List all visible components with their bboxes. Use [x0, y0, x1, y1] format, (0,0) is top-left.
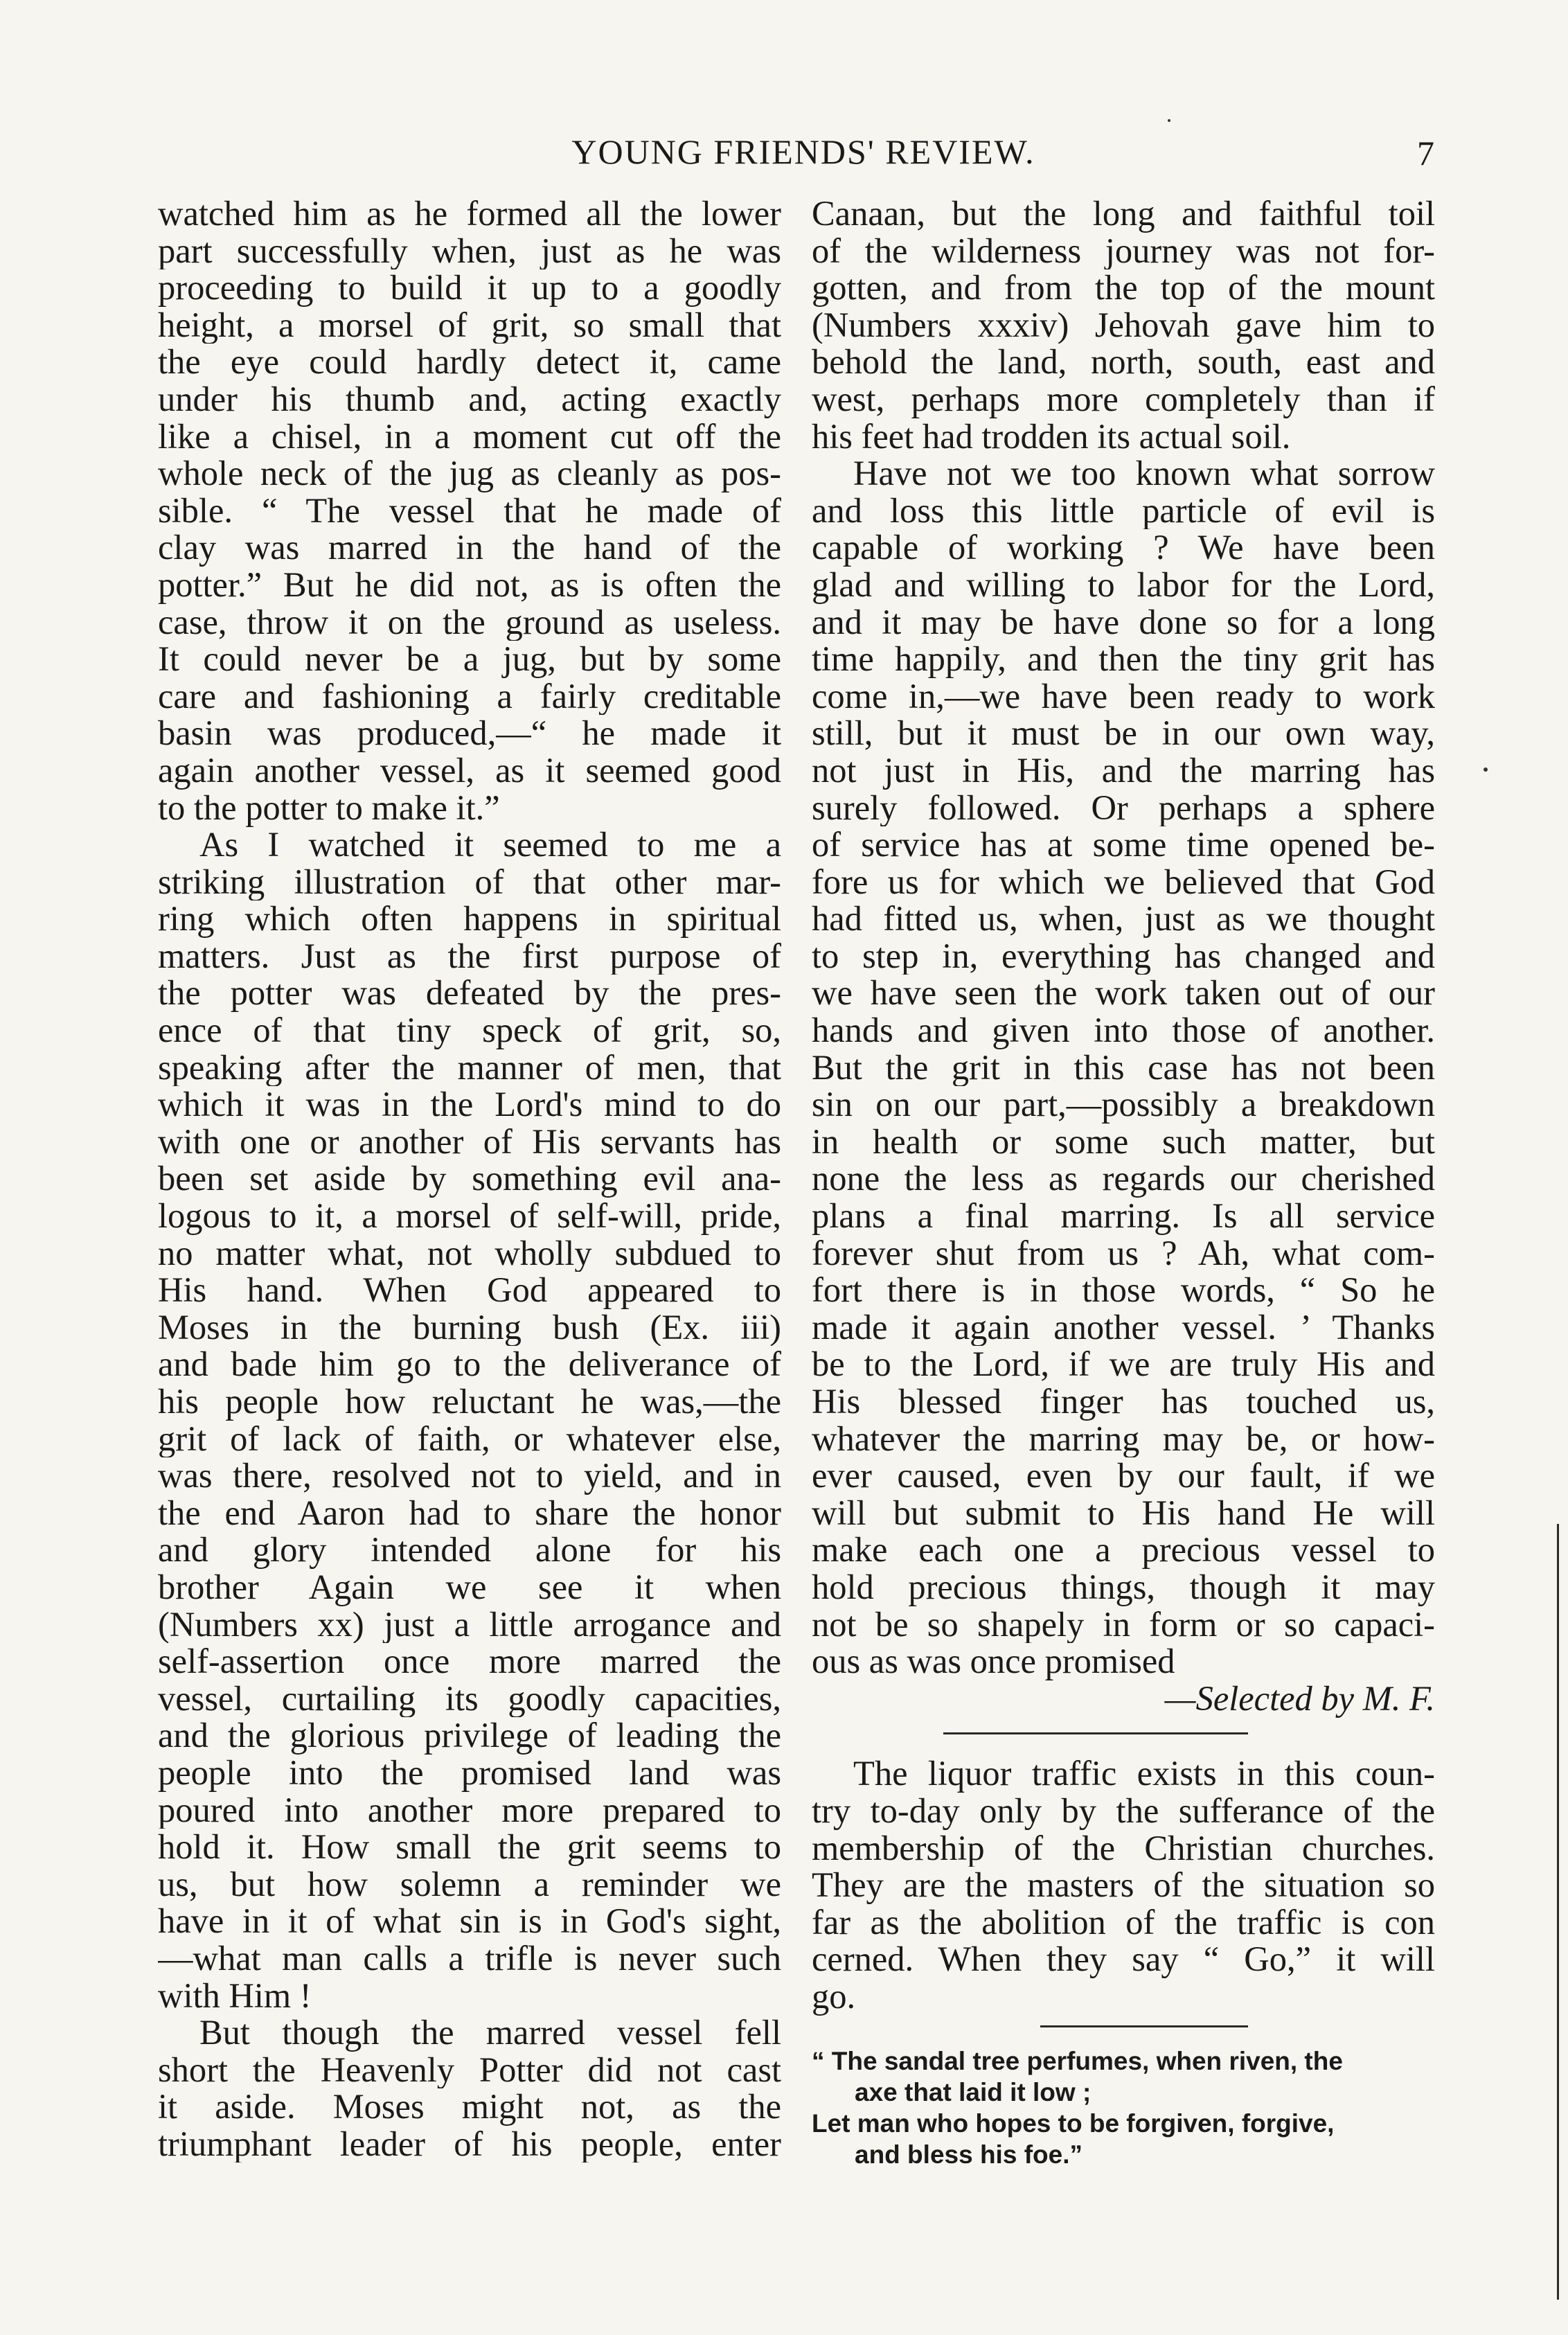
text-line: time happily, and then the tiny grit has: [812, 641, 1435, 678]
poem-line: Let man who hopes to be forgiven, forgive,: [812, 2108, 1335, 2138]
text-line: and glory intended alone for his: [158, 1531, 781, 1569]
text-line: like a chisel, in a moment cut off the: [158, 418, 781, 456]
text-line: which it was in the Lord's mind to do: [158, 1086, 781, 1124]
text-line: go.: [812, 1976, 856, 2016]
section-divider: [1040, 2025, 1248, 2027]
text-line: His blessed finger has touched us,: [812, 1383, 1435, 1421]
text-line: surely followed. Or perhaps a sphere: [812, 789, 1435, 827]
text-line: behold the land, north, south, east and: [812, 344, 1435, 381]
text-line: have in it of what sin is in God's sight,: [158, 1903, 781, 1940]
text-line: with Him !: [158, 1976, 312, 2015]
text-line: had fitted us, when, just as we thought: [812, 900, 1435, 938]
text-line: it aside. Moses might not, as the: [158, 2088, 781, 2126]
text-line: ous as was once promised: [812, 1642, 1175, 1681]
text-line: speaking after the manner of men, that: [158, 1049, 781, 1087]
text-line: been set aside by something evil ana-: [158, 1160, 781, 1198]
text-line: hands and given into those of another.: [812, 1012, 1435, 1049]
text-line: no matter what, not wholly subdued to: [158, 1234, 781, 1272]
text-line: with one or another of His servants has: [158, 1123, 781, 1161]
page-edge-mark: [1557, 1524, 1559, 2300]
text-line: (Numbers xx) just a little arrogance and: [158, 1606, 781, 1644]
text-line: But though the marred vessel fell: [199, 2014, 781, 2052]
poem-line: axe that laid it low ;: [855, 2077, 1092, 2106]
text-line: and it may be have done so for a long: [812, 603, 1435, 641]
poem-quotation: [812, 2045, 1435, 2170]
text-line: of service has at some time opened be-: [812, 826, 1435, 864]
text-line: potter.” But he did not, as is often the: [158, 566, 781, 604]
text-line: of the wilderness journey was not for-: [812, 232, 1435, 270]
left-column: [158, 195, 781, 2163]
text-line: The liquor traffic exists in this coun-: [853, 1755, 1435, 1793]
text-line: It could never be a jug, but by some: [158, 641, 781, 678]
text-line: glad and willing to labor for the Lord,: [812, 566, 1435, 604]
text-line: to the potter to make it.”: [158, 788, 500, 827]
page-number: 7: [1417, 134, 1434, 172]
text-line: —what man calls a trifle is never such: [158, 1939, 781, 1978]
text-line: not be so shapely in form or so capaci-: [812, 1606, 1435, 1644]
text-line: His hand. When God appeared to: [158, 1272, 781, 1309]
text-line: not just in His, and the marring has: [812, 752, 1435, 790]
text-line: hold it. How small the grit seems to: [158, 1829, 781, 1866]
text-line: ence of that tiny speck of grit, so,: [158, 1012, 781, 1049]
text-line: the end Aaron had to share the honor: [158, 1494, 781, 1532]
text-line: none the less as regards our cherished: [812, 1160, 1435, 1198]
text-line: triumphant leader of his people, enter: [158, 2125, 781, 2163]
text-line: west, perhaps more completely than if: [812, 380, 1435, 418]
ink-speck: [1484, 767, 1488, 772]
poem-line: and bless his foe.”: [855, 2140, 1083, 2169]
text-line: (Numbers xxxiv) Jehovah gave him to: [812, 306, 1435, 344]
liquor-traffic-paragraph: [812, 1755, 1435, 2015]
text-line: watched him as he formed all the lower: [158, 195, 781, 233]
text-line: sin on our part,—possibly a breakdown: [812, 1086, 1435, 1124]
poem-line: “ The sandal tree perfumes, when riven, the: [812, 2046, 1343, 2075]
text-line: logous to it, a morsel of self-will, pride,: [158, 1198, 781, 1235]
page-header: [0, 132, 1568, 180]
text-line: fore us for which we believed that God: [812, 863, 1435, 901]
text-line: self-assertion once more marred the: [158, 1643, 781, 1680]
text-line: part successfully when, just as he was: [158, 232, 781, 270]
text-line: membership of the Christian churches.: [812, 1829, 1435, 1867]
text-line: plans a final marring. Is all service: [812, 1198, 1435, 1235]
text-line: his people how reluctant he was,—the: [158, 1383, 781, 1421]
text-line: made it again another vessel. ’ Thanks: [812, 1308, 1435, 1347]
ink-speck: [1168, 119, 1170, 122]
text-line: make each one a precious vessel to: [812, 1531, 1435, 1569]
text-line: Moses in the burning bush (Ex. iii): [158, 1308, 781, 1347]
text-line: forever shut from us ? Ah, what com-: [812, 1234, 1435, 1272]
text-line: matters. Just as the first purpose of: [158, 937, 781, 975]
text-line: hold precious things, though it may: [812, 1568, 1435, 1606]
text-line: to step in, everything has changed and: [812, 937, 1435, 975]
text-line: poured into another more prepared to: [158, 1791, 781, 1829]
text-line: us, but how solemn a reminder we: [158, 1865, 781, 1903]
text-line: short the Heavenly Potter did not cast: [158, 2051, 781, 2089]
text-line: in health or some such matter, but: [812, 1123, 1435, 1161]
text-line: As I watched it seemed to me a: [199, 826, 781, 864]
text-line: Have not we too known what sorrow: [853, 455, 1435, 492]
text-line: height, a morsel of grit, so small that: [158, 306, 781, 344]
text-line: and bade him go to the deliverance of: [158, 1346, 781, 1383]
text-line: the potter was defeated by the pres-: [158, 975, 781, 1013]
text-line: try to-day only by the sufferance of the: [812, 1792, 1435, 1830]
text-line: Canaan, but the long and faithful toil: [812, 195, 1435, 233]
text-line: be to the Lord, if we are truly His and: [812, 1346, 1435, 1383]
text-line: whole neck of the jug as cleanly as pos-: [158, 455, 781, 492]
text-line: cerned. When they say “ Go,” it will: [812, 1941, 1435, 1978]
text-line: and the glorious privilege of leading the: [158, 1717, 781, 1755]
text-line: still, but it must be in our own way,: [812, 715, 1435, 752]
text-line: gotten, and from the top of the mount: [812, 269, 1435, 307]
text-line: we have seen the work taken out of our: [812, 975, 1435, 1013]
text-line: case, throw it on the ground as useless.: [158, 603, 781, 641]
text-line: again another vessel, as it seemed good: [158, 752, 781, 790]
text-line: clay was marred in the hand of the: [158, 529, 781, 567]
text-line: will but submit to His hand He will: [812, 1494, 1435, 1532]
text-line: the eye could hardly detect it, came: [158, 344, 781, 381]
running-title: YOUNG FRIENDS' REVIEW.: [571, 132, 1035, 171]
section-divider: [943, 1732, 1248, 1734]
text-line: was there, resolved not to yield, and in: [158, 1457, 781, 1495]
text-line: capable of working ? We have been: [812, 529, 1435, 567]
text-line: fort there is in those words, “ So he: [812, 1272, 1435, 1309]
text-line: whatever the marring may be, or how-: [812, 1420, 1435, 1458]
text-line: care and fashioning a fairly creditable: [158, 677, 781, 716]
text-line: his feet had trodden its actual soil.: [812, 416, 1291, 456]
text-line: striking illustration of that other mar-: [158, 863, 781, 901]
text-line: They are the masters of the situation so: [812, 1867, 1435, 1904]
text-line: proceeding to build it up to a goodly: [158, 269, 781, 307]
text-line: brother Again we see it when: [158, 1568, 781, 1606]
text-line: vessel, curtailing its goodly capacities,: [158, 1680, 781, 1718]
text-line: far as the abolition of the traffic is con: [812, 1903, 1435, 1942]
signature: —Selected by M. F.: [1164, 1678, 1435, 1718]
text-line: sible. “ The vessel that he made of: [158, 492, 781, 530]
text-line: people into the promised land was: [158, 1754, 781, 1792]
text-line: basin was produced,—“ he made it: [158, 715, 781, 752]
text-line: grit of lack of faith, or whatever else,: [158, 1420, 781, 1458]
text-line: come in,—we have been ready to work: [812, 677, 1435, 716]
text-line: But the grit in this case has not been: [812, 1049, 1435, 1087]
text-line: ever caused, even by our fault, if we: [812, 1457, 1435, 1495]
text-line: under his thumb and, acting exactly: [158, 380, 781, 418]
right-column: [812, 195, 1435, 2170]
text-line: ring which often happens in spiritual: [158, 900, 781, 938]
text-line: and loss this little particle of evil is: [812, 492, 1435, 530]
